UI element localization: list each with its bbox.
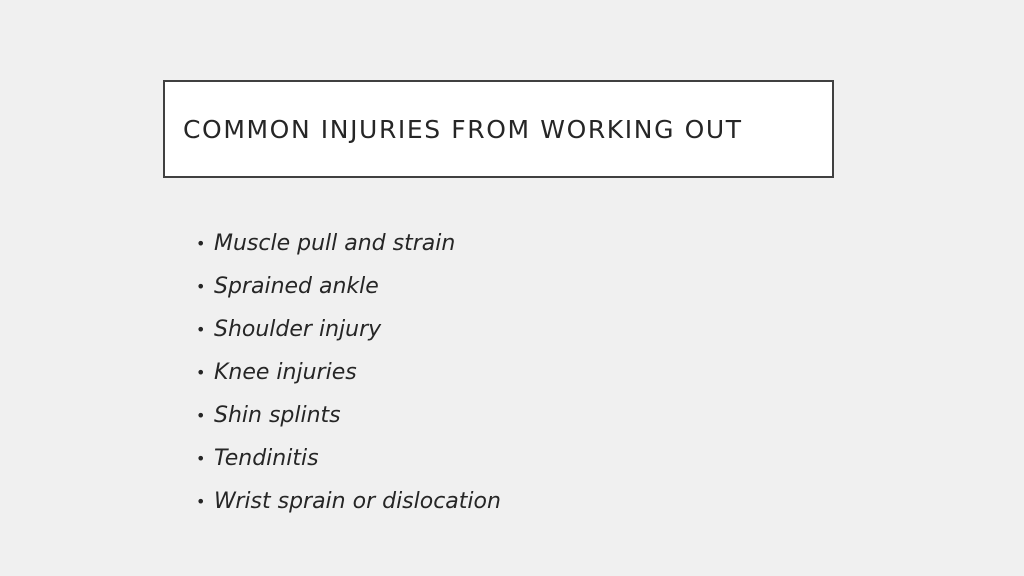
bullet-marker: • (196, 406, 206, 425)
bullet-item (196, 308, 501, 351)
slide-title: COMMON INJURIES FROM WORKING OUT (183, 114, 743, 144)
bullet-marker: • (196, 492, 206, 511)
bullet-list (196, 222, 501, 523)
bullet-text: Muscle pull and strain (214, 231, 456, 256)
bullet-item (196, 351, 501, 394)
bullet-text: Wrist sprain or dislocation (214, 489, 501, 514)
bullet-marker: • (196, 320, 206, 339)
bullet-marker: • (196, 277, 206, 296)
bullet-text: Sprained ankle (214, 274, 379, 299)
bullet-item (196, 437, 501, 480)
title-box (163, 80, 834, 178)
bullet-item (196, 222, 501, 265)
bullet-text: Shoulder injury (214, 317, 382, 342)
bullet-text: Tendinitis (214, 446, 319, 471)
bullet-marker: • (196, 234, 206, 253)
bullet-item (196, 265, 501, 308)
bullet-text: Knee injuries (214, 360, 357, 385)
bullet-item (196, 480, 501, 523)
bullet-item (196, 394, 501, 437)
bullet-marker: • (196, 449, 206, 468)
bullet-marker: • (196, 363, 206, 382)
bullet-text: Shin splints (214, 403, 341, 428)
